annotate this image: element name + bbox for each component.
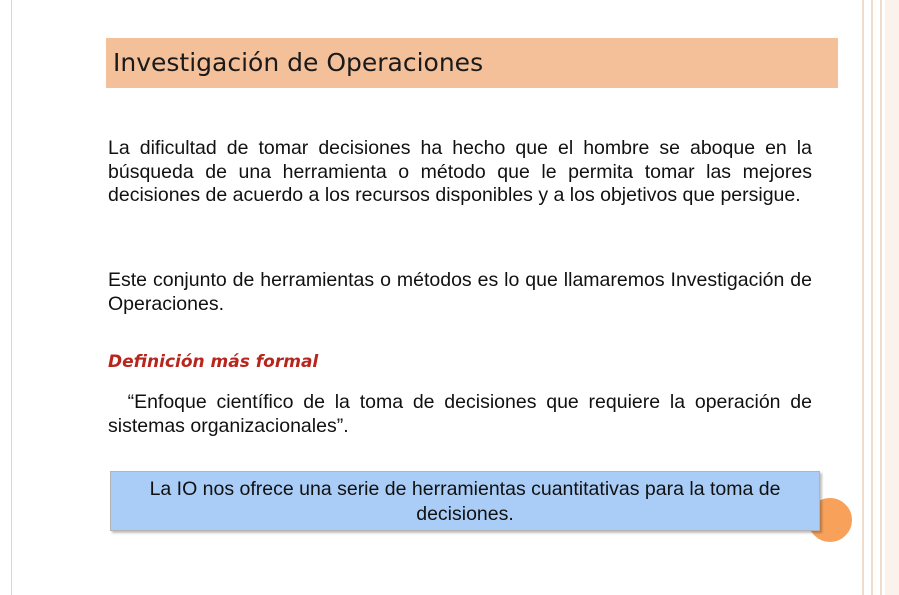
definition-quote: “Enfoque científico de la toma de decisiones que requiere la operación de sistemas organizacionales”. <box>108 391 818 437</box>
right-decorative-line <box>880 0 882 595</box>
right-decorative-line <box>871 0 873 595</box>
callout-box: La IO nos ofrece una serie de herramientas cuantitativas para la toma de decisiones. <box>110 471 820 531</box>
slide-title: Investigación de Operaciones <box>113 48 484 77</box>
left-decorative-border <box>0 0 12 595</box>
methods-paragraph: Este conjunto de herramientas o métodos es lo que llamaremos Investigación de Operaciones. <box>108 269 812 315</box>
intro-paragraph: La dificultad de tomar decisiones ha hecho que el hombre se aboque en la búsqueda de una herramienta o método que le permita tomar las mejores decisiones de acuerdo a los recursos disponibles y a los objetivos que persigue. <box>108 137 812 206</box>
right-decorative-line <box>862 0 864 595</box>
right-decorative-band <box>885 0 899 595</box>
definition-heading: Definición más formal <box>108 352 319 372</box>
